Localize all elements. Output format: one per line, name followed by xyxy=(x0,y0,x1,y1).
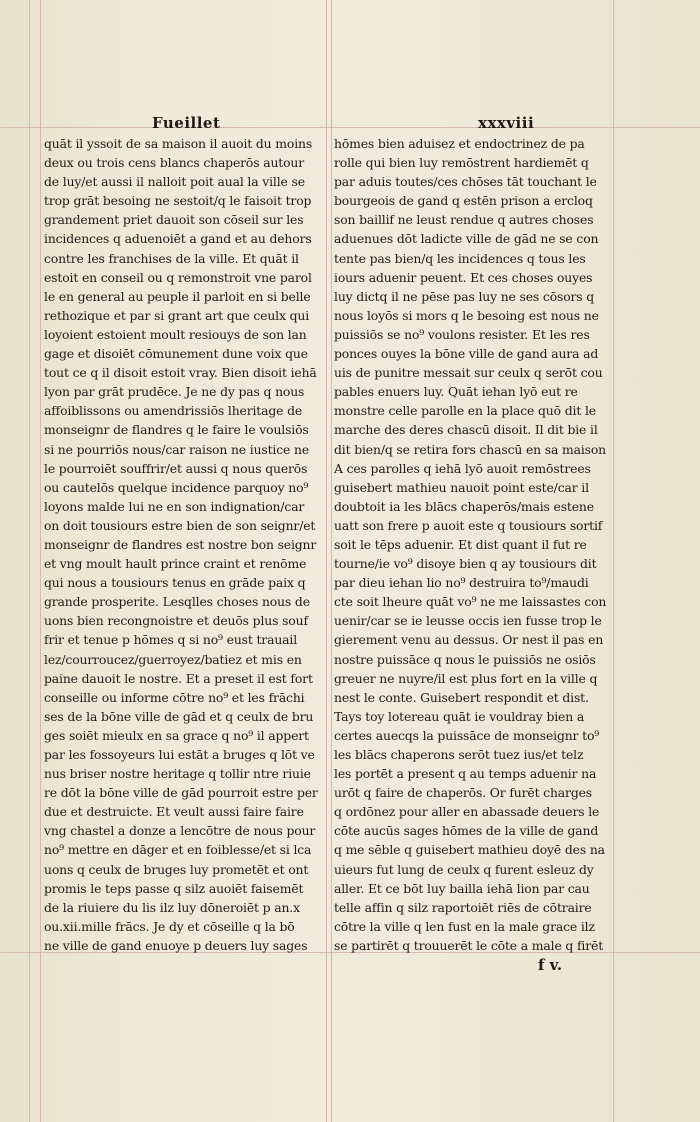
text-line: cōte aucūs sages hōmes de la ville de gand xyxy=(334,823,599,839)
text-line: rolle qui bien luy remōstrent hardiemēt q xyxy=(334,155,589,171)
text-line: guisebert mathieu nauoit point este/car il xyxy=(334,479,589,495)
text-line: conseille ou informe cōtre no⁹ et les frāchi xyxy=(44,689,305,705)
text-line: q me sēble q guisebert mathieu doyē des na xyxy=(334,842,605,858)
text-line: uis de punitre messait sur ceulx q serōt cou xyxy=(334,365,603,381)
text-line: paine dauoit le nostre. Et a preset il est fort xyxy=(44,670,313,686)
text-line: soit le tēps aduenir. Et dist quant il fut re xyxy=(334,536,587,552)
text-line: si ne pourriōs nous/car raison ne iustice ne xyxy=(44,441,310,457)
text-line: son baillif ne leust rendue q autres choses xyxy=(334,212,594,228)
text-line: monstre celle parolle en la place quō dit le xyxy=(334,403,596,419)
text-line: le pourroiēt souffrir/et aussi q nous querōs xyxy=(44,460,308,476)
text-line: re dōt la bōne ville de gād pourroit estre per xyxy=(44,785,318,801)
text-column-right xyxy=(334,134,616,955)
text-line: pables enuers luy. Quāt iehan lyō eut re xyxy=(334,384,578,400)
text-line: ponces ouyes la bōne ville de gand aura ad xyxy=(334,346,599,362)
column-rule-center-left xyxy=(326,0,327,1122)
text-line: lyon par grāt prudēce. Je ne dy pas q nous xyxy=(44,384,305,400)
text-line: ne ville de gand enuoye p deuers luy sages xyxy=(44,937,308,953)
text-line: gage et disoiēt cōmunement dune voix que xyxy=(44,346,308,362)
text-line: uons bien recongnoistre et deuōs plus souf xyxy=(44,613,308,629)
text-line: se partirēt q trouuerēt le cōte a male q firēt xyxy=(334,937,604,953)
text-line: on doit tousiours estre bien de son seignr/et xyxy=(44,517,316,533)
text-line: grandement priet dauoit son cōseil sur les xyxy=(44,212,304,228)
margin-rule-left xyxy=(29,0,30,1122)
text-line: de la riuiere du lis ilz luy dōneroiēt p an.x xyxy=(44,899,300,915)
margin-rule-left-inner xyxy=(40,0,41,1122)
text-line: cōtre la ville q len fust en la male grace ilz xyxy=(334,918,595,934)
text-line: lez/courroucez/guerroyez/batiez et mis en xyxy=(44,651,302,667)
text-line: les portēt a present q au temps aduenir na xyxy=(334,766,597,782)
text-line: rethozique et par si grant art que ceulx qui xyxy=(44,307,310,323)
text-line: cte soit lheure quāt vo⁹ ne me laissastes con xyxy=(334,594,607,610)
text-line: les blācs chaperons serōt tuez ius/et telz xyxy=(334,747,584,762)
text-column-left xyxy=(44,134,326,955)
text-line: estoit en conseil ou q remonstroit vne parol xyxy=(44,269,312,285)
text-line: tourne/ie vo⁹ disoye bien q ay tousiours dit xyxy=(334,556,597,572)
text-line: nest le conte. Guisebert respondit et dist. xyxy=(334,689,589,705)
text-line: dit bien/q se retira fors chascū en sa maison xyxy=(334,441,607,457)
text-line: grande prosperite. Lesqlles choses nous de xyxy=(44,594,310,610)
text-line: deux ou trois cens blancs chaperōs autour xyxy=(44,155,305,171)
text-line: Tays toy lotereau quāt ie vouldray bien a xyxy=(334,708,585,724)
text-line: iours aduenir peuent. Et ces choses ouyes xyxy=(334,269,593,285)
text-line: hōmes bien aduisez et endoctrinez de pa xyxy=(334,136,585,151)
text-line: uieurs fut lung de ceulx q furent esleuz dy xyxy=(334,861,594,877)
text-line: trop grāt besoing ne sestoit/q le faisoit trop xyxy=(44,193,312,209)
text-line: luy dictq il ne pēse pas luy ne ses cōsors q xyxy=(334,288,595,304)
text-line: nous loyōs si mors q le besoing est nous ne xyxy=(334,307,599,323)
text-line: frir et tenue p hōmes q si no⁹ eust trauail xyxy=(44,632,298,648)
text-line: ou cautelōs quelque incidence parquoy no⁹ xyxy=(44,479,309,495)
text-line: tout ce q il disoit estoit vray. Bien disoit iehā xyxy=(44,365,317,381)
text-line: bourgeois de gand q estēn prison a ercloq xyxy=(334,193,593,209)
text-line: uons q ceulx de bruges luy prometēt et ont xyxy=(44,861,309,877)
text-line: certes auecqs la puissāce de monseignr to⁹ xyxy=(334,727,600,743)
text-line: contre les franchises de la ville. Et quāt il xyxy=(44,250,299,266)
text-line: puissiōs se no⁹ voulons resister. Et les res xyxy=(334,326,590,342)
text-line: due et destruicte. Et veult aussi faire faire xyxy=(44,804,304,820)
text-line: monseignr de flandres q le faire le voulsiōs xyxy=(44,422,309,438)
text-line: doubtoit ia les blācs chaperōs/mais estene xyxy=(334,498,594,514)
text-line: ou.xii.mille frācs. Je dy et cōseille q la bō xyxy=(44,918,295,934)
header-rule xyxy=(0,127,700,128)
text-line: aller. Et ce bōt luy bailla iehā lion par cau xyxy=(334,880,590,896)
signature-mark: f v. xyxy=(538,956,563,974)
text-line: loyons malde lui ne en son indignation/car xyxy=(44,498,305,514)
folio-header-left: Fueillet xyxy=(152,114,221,132)
text-line: q ordōnez pour aller en abassade deuers le xyxy=(334,804,600,820)
text-line: tente pas bien/q les incidences q tous les xyxy=(334,250,586,266)
text-line: affoiblissons ou amendrissiōs lheritage de xyxy=(44,403,303,419)
text-line: A ces parolles q iehā lyō auoit remōstrees xyxy=(334,460,591,476)
text-line: par dieu iehan lio no⁹ destruira to⁹/maudi xyxy=(334,575,589,591)
text-line: telle affin q silz raportoiēt riēs de cōtraire xyxy=(334,899,592,915)
text-line: par aduis toutes/ces chōses tāt touchant le xyxy=(334,174,597,190)
text-line: incidences q aduenoiēt a gand et au dehors xyxy=(44,231,312,247)
text-line: le en general au peuple il parloit en si belle xyxy=(44,288,311,304)
text-line: marche des deres chascū disoit. Il dit bie il xyxy=(334,422,598,438)
column-rule-center-right xyxy=(331,0,332,1122)
text-line: quāt il yssoit de sa maison il auoit du moins xyxy=(44,136,313,151)
text-line: nus briser nostre heritage q tollir ntre riuie xyxy=(44,766,311,782)
text-line: uenir/car se ie leusse occis ien fusse trop le xyxy=(334,613,602,629)
text-line: ses de la bōne ville de gād et q ceulx de bru xyxy=(44,708,314,724)
text-line: de luy/et aussi il nalloit poit aual la ville se xyxy=(44,174,305,190)
text-line: monseignr de flandres est nostre bon seignr xyxy=(44,536,317,552)
text-line: no⁹ mettre en dāger et en foiblesse/et si lca xyxy=(44,842,312,858)
text-line: aduenues dōt ladicte ville de gād ne se con xyxy=(334,231,599,247)
text-line: vng chastel a donze a lencōtre de nous pour xyxy=(44,823,316,839)
text-line: et vng moult hault prince craint et renōme xyxy=(44,556,307,572)
text-line: uatt son frere p auoit este q tousiours sortif xyxy=(334,517,603,533)
text-line: qui nous a tousiours tenus en grāde paix q xyxy=(44,575,306,591)
folio-header-right: xxxviii xyxy=(478,114,535,132)
text-line: gierement venu au dessus. Or nest il pas en xyxy=(334,632,604,648)
text-line: loyoient estoient moult resiouys de son lan xyxy=(44,326,307,342)
text-line: greuer ne nuyre/il est plus fort en la ville q xyxy=(334,670,598,686)
text-line: ges soiēt mieulx en sa grace q no⁹ il appert xyxy=(44,727,309,743)
text-line: urōt q faire de chaperōs. Or furēt charges xyxy=(334,785,592,801)
text-line: nostre puissāce q nous le puissiōs ne osiōs xyxy=(334,651,596,667)
text-line: promis le teps passe q silz auoiēt faisemēt xyxy=(44,880,304,896)
text-line: par les fossoyeurs lui estāt a bruges q lōt ve xyxy=(44,747,315,762)
